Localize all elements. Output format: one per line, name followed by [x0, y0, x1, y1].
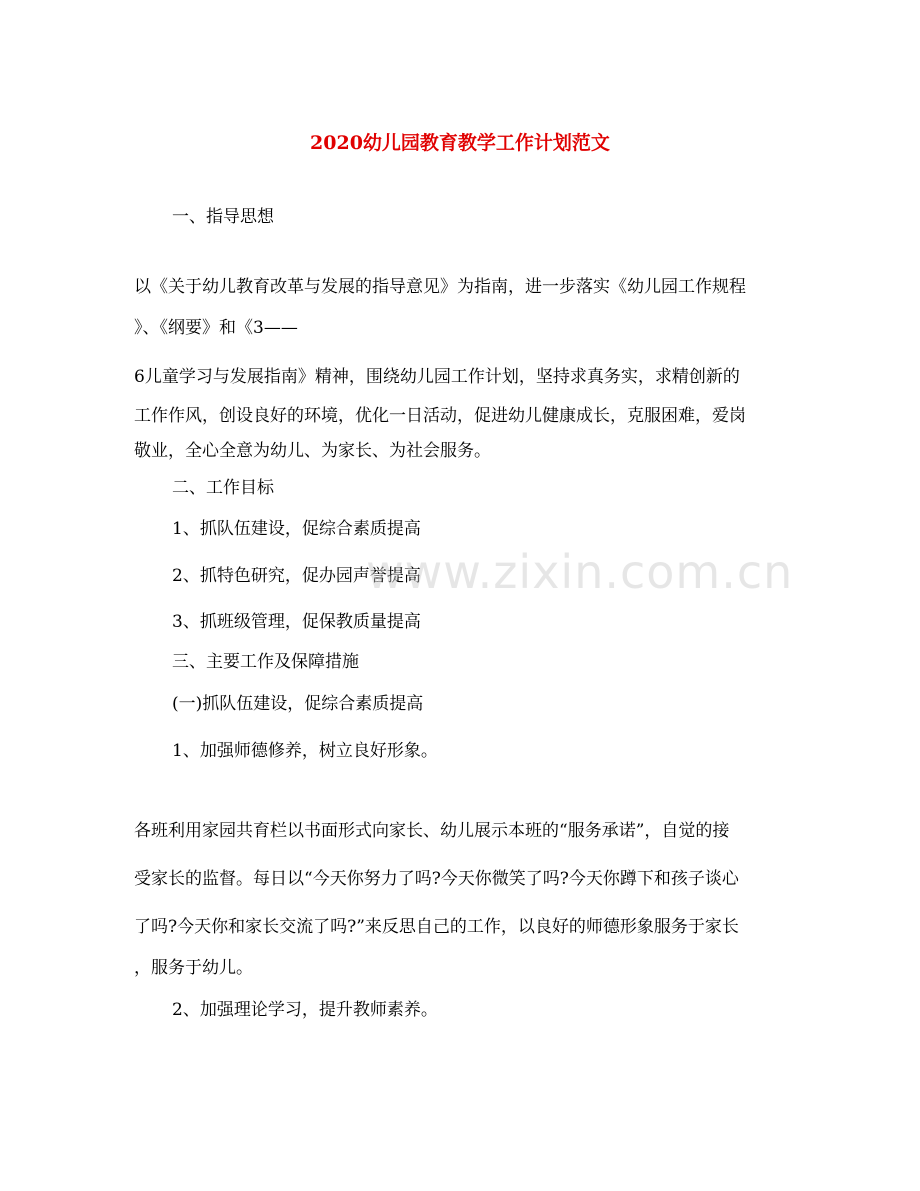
- paragraph-line: 受家长的监督。每日以“今天你努力了吗?今天你微笑了吗?今天你蹲下和孩子谈心: [134, 869, 739, 889]
- paragraph-line: 6儿童学习与发展指南》精神，围绕幼儿园工作计划，坚持求真务实，求精创新的: [134, 367, 740, 387]
- paragraph-line: 》、《纲要》和《3——: [134, 318, 298, 338]
- paragraph-line: 敬业，全心全意为幼儿、为家长、为社会服务。: [134, 441, 491, 461]
- list-item: 2、加强理论学习，提升教师素养。: [172, 1000, 438, 1020]
- list-item: 1、抓队伍建设，促综合素质提高: [172, 519, 421, 539]
- document-title: 2020幼儿园教育教学工作计划范文: [310, 132, 610, 154]
- subsection-heading: (一)抓队伍建设，促综合素质提高: [172, 694, 424, 714]
- section-heading-main-work: 三、主要工作及保障措施: [172, 652, 359, 672]
- paragraph-line: 各班利用家园共育栏以书面形式向家长、幼儿展示本班的“服务承诺”，自觉的接: [134, 821, 730, 841]
- paragraph-line: 了吗?今天你和家长交流了吗?”来反思自己的工作，以良好的师德形象服务于家长: [134, 917, 739, 937]
- list-item: 3、抓班级管理，促保教质量提高: [172, 612, 421, 632]
- list-item: 1、加强师德修养，树立良好形象。: [172, 741, 438, 761]
- section-heading-guiding-thought: 一、指导思想: [172, 207, 274, 227]
- section-heading-work-goals: 二、工作目标: [172, 478, 274, 498]
- paragraph-line: 以《关于幼儿教育改革与发展的指导意见》为指南，进一步落实《幼儿园工作规程: [134, 277, 746, 297]
- paragraph-line: 工作作风，创设良好的环境，优化一日活动，促进幼儿健康成长，克服困难，爱岗: [134, 406, 746, 426]
- list-item: 2、抓特色研究，促办园声誉提高: [172, 566, 421, 586]
- paragraph-line: ，服务于幼儿。: [134, 958, 253, 978]
- watermark: www.zixin.com.cn: [366, 545, 794, 599]
